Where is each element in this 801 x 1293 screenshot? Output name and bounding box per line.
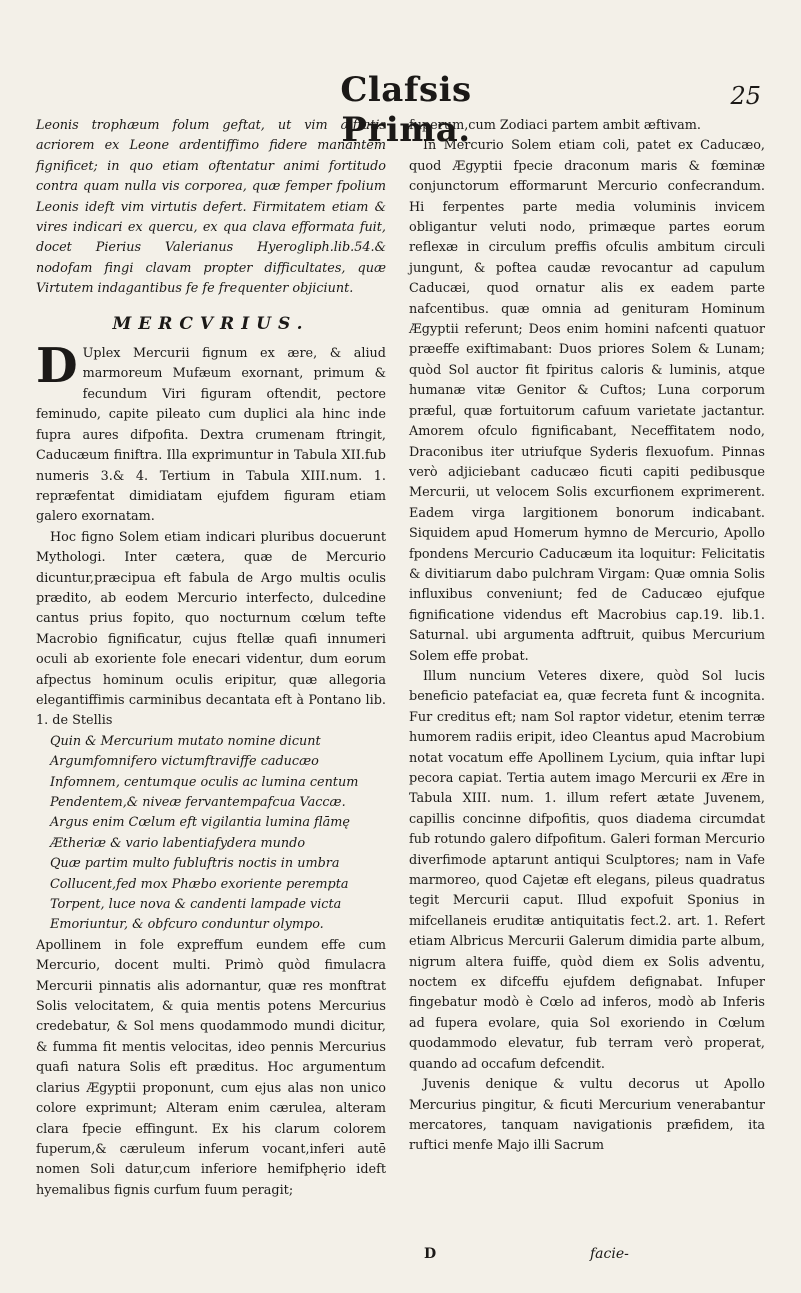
verse-line: Emoriuntur, & obfcuro conduntur olympo. <box>50 917 324 933</box>
verse-line: Argumfomnifero victumftraviffe caducæo <box>50 754 319 770</box>
verse-line: Argus enim Cœlum eft vigilantia lumina flāmę <box>50 815 350 831</box>
messenger-paragraph: Illum nuncium Veteres dixere, quòd Sol lucis beneficio patefaciat ea, quæ fecreta funt & incognita. Fur creditus eft; nam Sol raptor videtur, etenim terræ humorem radiis eripit, ideo Cleantus apud Macrobium notat vocatum effe Apollinem Lycium, quia inftar lupi pecora capiat. Tertia autem imago Mercurii ex Ære in Tabula XIII. num. 1. illum refert ætate Juvenem, capillis concinne difpofitis, quos diadema circumdat fub rotundo galero difpofitum. Galeri forman Mercurio diverfimode aptarunt antiqui Sculptores; nam in Vafe marmoreo, quod Cajetæ eft elegans, pileus quadratus tegit Mercurii caput. Illud expofuit Sponius in mifcellaneis eruditæ antiquitatis fect.2. art. 1. Refert etiam Albricus Mercurii Galerum dimidia parte album, nigrum altera fuiffe, quòd diem ex Solis adventu, noctem ex difceffu ejufdem defignabat. Infuper fingebatur modò è Cœlo ad inferos, modò ab Inferis ad fupera evolare, quia Sol exoriendo in Cœlum quodammodo elevatur, fub terram verò properat, quando ad occafum defcendit. <box>409 668 765 1072</box>
youth-paragraph: Juvenis denique & vultu decorus ut Apollo Mercurius pingitur, & ficuti Mercurium venerabantur mercatores, tanquam navigationis præfidem, ita ruftici menfe Majo illi Sacrum <box>409 1077 765 1154</box>
verse-line: Ætheriæ & vario labentiafydera mundo <box>50 835 306 851</box>
right-column <box>409 116 765 1157</box>
drop-cap: D <box>36 338 78 395</box>
verse-line: Pendentem,& niveæ fervantempafcua Vaccæ. <box>50 795 346 810</box>
verse-line: Torpent, luce nova & candenti lampade victa <box>50 897 342 913</box>
section-heading: MERCVRIUS. <box>112 313 310 334</box>
verse-line: Infomnem, centumque oculis ac lumina centum <box>50 774 359 790</box>
argus-paragraph: Hoc figno Solem etiam indicari pluribus docuerunt Mythologi. Inter cætera, quæ de Mercurio dicuntur,præcipua eft fabula de Argo multis oculis prædito, ab eodem Mercurio interfecto, dulcedine cantus prius fopito, quo nocturnum cœlum tefte Macrobio fignificatur, cujus ftellæ quafi innumeri oculi ab exoriente fole enecari videntur, dum eorum afpectus hominum oculis eripitur, quæ allegoria elegantiffimis carminibus decantata eft à Pontano lib. 1. de Stellis <box>36 529 386 729</box>
mercury-description-text: Uplex Mercurii fignum ex ære, & aliud marmoreum Mufæum exornant, primum & fecundum Viri figuram oftendit, pectore feminudo, capite pileato cum duplici ala hinc inde fupra aures difpofita. Dextra crumenam ftringit, Caducæum finiftra. Illa exprimuntur in Tabula XII.fub numeris 3.& 4. Tertium in Tabula XIII.num. 1. repræfentat dimidiatam ejufdem figuram etiam galero exornatam. <box>36 346 386 525</box>
verse-line: Quæ partim multo fubluftris noctis in umbra <box>50 856 340 872</box>
signature-mark: D <box>424 1246 437 1262</box>
left-column <box>36 116 386 1201</box>
mercury-description-paragraph <box>36 338 386 528</box>
verse-line: Quin & Mercurium mutato nomine dicunt <box>50 733 321 749</box>
continuation-line: fuperum,cum Zodiaci partem ambit æftivam. <box>409 118 701 133</box>
catchword: facie- <box>590 1246 629 1262</box>
caduceus-paragraph: In Mercurio Solem etiam coli, patet ex Caducæo, quod Ægyptii fpecie draconum maris & fœminæ conjunctorum efformarunt Mercurio confecrandum. Hi ferpentes parte media voluminis invicem obligantur veluti nodo, primæque partes eorum reflexæ in circulum preffis ofculis ambitum circuli jungunt, & poftea caudæ revocantur ad capulum Caducæi, quod ornatur alis ex eadem parte nafcentibus. quæ omnia ad genituram Hominum Ægyptii referunt; Deos enim homini nafcenti quatuor præeffe exiftimabant: Duos priores Solem & Lunam; quòd Sol auctor fit fpiritus caloris & luminis, atque humanæ vitæ Genitor & Cuftos; Luna corporum præful, quæ fortuitorum cafuum varietate jactantur. Amorem ofculo fignificabant, Neceffitatem nodo, Draconibus iter utriufque Syderis flexuofum. Pinnas verò adjiciebant caducæo ficuti capiti pedibusque Mercurii, ut velocem Solis excurfionem exprimerent. Eadem virga largitionem bonorum indicabant. Siquidem apud Homerum hymno de Mercurio, Apollo fpondens Mercurio Caducæum ita loquitur: Felicitatis & divitiarum dabo pulchram Virgam: Quæ omnia Solis influxibus conveniunt; fed de Caducæo ejufque fignificatione videndus eft Macrobius cap.19. lib.1. Saturnal. ubi argumenta adftruit, quibus Mercurium Solem effe probat. <box>409 138 765 664</box>
leo-paragraph: Leonis trophæum folum geftat, ut vim æftatis acriorem ex Leone ardentiffimo fidere manantem fignificet; in quo etiam oftentatur animi fortitudo contra quam nulla vis corporea, quæ femper fpolium Leonis ideft vim virtutis defert. Firmitatem etiam & vires indicari ex quercu, ex qua clava efformata fuit, docet Pierius Valerianus Hyerogliph.lib.54.& nodofam fingi clavam propter difficultates, quæ Virtutem indagantibus fe fe frequenter objiciunt. <box>36 118 386 297</box>
running-title: Clafsis Prima. <box>340 70 472 150</box>
verse-line: Collucent,fed mox Phæbo exoriente perempta <box>50 876 349 892</box>
apollo-mercury-paragraph: Apollinem in fole expreffum eundem effe cum Mercurio, docent multi. Primò quòd fimulacra Mercurii pinnatis alis adornantur, quæ res monftrat Solis velocitatem, & quia mentis potens Mercurius credebatur, & Sol mens quodammodo mundi dicitur, & fumma fit mentis velocitas, ideo pennis Mercurius quafi natura Solis eft præditus. Hoc argumentum clarius Ægyptii proponunt, cum ejus alas non unico colore exprimunt; Alteram enim cærulea, alteram clara fpecie effingunt. Ex his clarum colorem fuperum,& cæruleum inferum vocant,inferi autē nomen Soli datur,cum inferiore hemifphęrio ideft hyemalibus fignis curfum fuum peragit; <box>36 937 386 1198</box>
page-number: 25 <box>730 82 761 110</box>
